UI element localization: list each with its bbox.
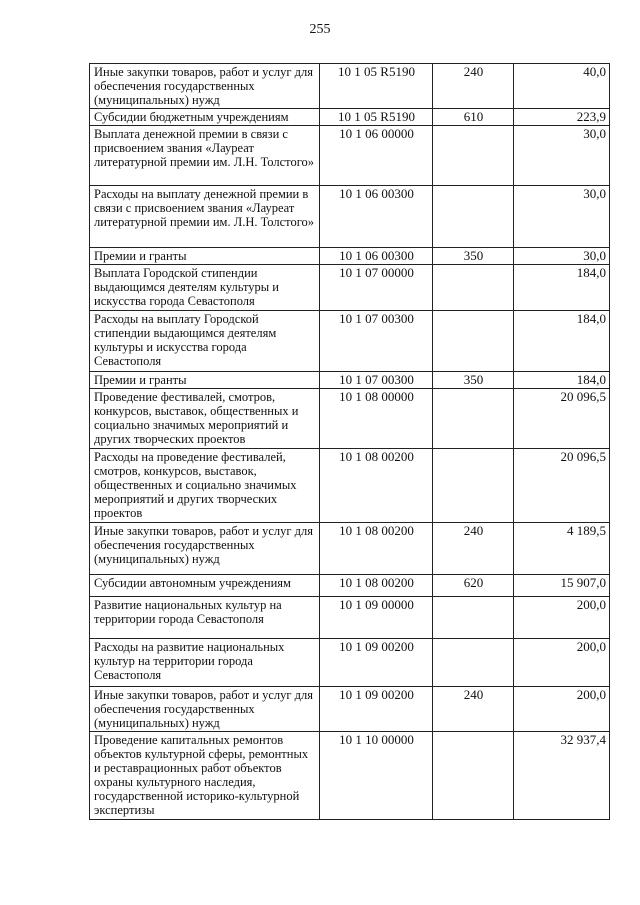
row-code: 10 1 08 00200 [320,575,433,597]
row-name: Премии и гранты [90,248,320,265]
table-row [90,597,610,639]
row-code: 10 1 08 00200 [320,523,433,575]
row-expense-type [433,126,514,186]
row-expense-type: 240 [433,687,514,732]
row-name: Субсидии автономным учреждениям [90,575,320,597]
table-row [90,186,610,248]
row-expense-type [433,265,514,311]
row-name: Выплата денежной премии в связи с присвоением звания «Лауреат литературной премии им. Л.Н. Толстого» [90,126,320,186]
row-name: Проведение капитальных ремонтов объектов культурной сферы, ремонтных и реставрационных работ объектов охраны культурного наследия, государственной историко-культурной экспертизы [90,732,320,820]
row-sum: 40,0 [514,64,610,109]
row-expense-type: 350 [433,372,514,389]
row-code: 10 1 10 00000 [320,732,433,820]
budget-table [89,63,610,820]
row-expense-type [433,639,514,687]
row-expense-type [433,389,514,449]
row-sum: 30,0 [514,186,610,248]
table-row [90,372,610,389]
row-code: 10 1 05 R5190 [320,109,433,126]
row-code: 10 1 07 00000 [320,265,433,311]
row-name: Расходы на проведение фестивалей, смотров, конкурсов, выставок, общественных и социально значимых мероприятий и других творческих проектов [90,449,320,523]
budget-table-body [90,64,610,820]
row-expense-type [433,732,514,820]
table-row [90,449,610,523]
row-code: 10 1 06 00000 [320,126,433,186]
row-code: 10 1 06 00300 [320,186,433,248]
row-name: Развитие национальных культур на территории города Севастополя [90,597,320,639]
row-code: 10 1 06 00300 [320,248,433,265]
table-row [90,732,610,820]
table-row [90,126,610,186]
row-expense-type [433,311,514,372]
row-name: Выплата Городской стипендии выдающимся деятелям культуры и искусства города Севастополя [90,265,320,311]
page-number: 255 [309,22,331,37]
row-name: Иные закупки товаров, работ и услуг для обеспечения государственных (муниципальных) нужд [90,687,320,732]
row-code: 10 1 09 00000 [320,597,433,639]
row-sum: 20 096,5 [514,389,610,449]
table-row [90,248,610,265]
row-sum: 200,0 [514,639,610,687]
row-name: Иные закупки товаров, работ и услуг для обеспечения государственных (муниципальных) нужд [90,64,320,109]
row-name: Расходы на выплату денежной премии в связи с присвоением звания «Лауреат литературной премии им. Л.Н. Толстого» [90,186,320,248]
table-row [90,311,610,372]
row-code: 10 1 08 00000 [320,389,433,449]
row-code: 10 1 07 00300 [320,311,433,372]
row-sum: 223,9 [514,109,610,126]
row-code: 10 1 09 00200 [320,639,433,687]
table-row [90,265,610,311]
row-name: Субсидии бюджетным учреждениям [90,109,320,126]
row-sum: 184,0 [514,265,610,311]
row-name: Расходы на выплату Городской стипендии выдающимся деятелям культуры и искусства города Севастополя [90,311,320,372]
row-expense-type: 350 [433,248,514,265]
row-expense-type [433,449,514,523]
row-expense-type: 240 [433,523,514,575]
row-code: 10 1 05 R5190 [320,64,433,109]
row-code: 10 1 08 00200 [320,449,433,523]
row-expense-type [433,597,514,639]
table-row [90,523,610,575]
row-expense-type: 620 [433,575,514,597]
row-sum: 32 937,4 [514,732,610,820]
row-code: 10 1 09 00200 [320,687,433,732]
row-expense-type: 240 [433,64,514,109]
row-sum: 200,0 [514,687,610,732]
row-sum: 30,0 [514,248,610,265]
row-expense-type: 610 [433,109,514,126]
row-sum: 4 189,5 [514,523,610,575]
row-code: 10 1 07 00300 [320,372,433,389]
table-row [90,687,610,732]
table-row [90,64,610,109]
row-name: Проведение фестивалей, смотров, конкурсов, выставок, общественных и социально значимых мероприятий и других творческих проектов [90,389,320,449]
table-row [90,639,610,687]
row-expense-type [433,186,514,248]
table-row [90,389,610,449]
table-row [90,575,610,597]
row-name: Премии и гранты [90,372,320,389]
row-sum: 200,0 [514,597,610,639]
row-sum: 184,0 [514,372,610,389]
table-row [90,109,610,126]
row-sum: 20 096,5 [514,449,610,523]
row-sum: 15 907,0 [514,575,610,597]
row-name: Иные закупки товаров, работ и услуг для обеспечения государственных (муниципальных) нужд [90,523,320,575]
row-sum: 184,0 [514,311,610,372]
row-sum: 30,0 [514,126,610,186]
row-name: Расходы на развитие национальных культур на территории города Севастополя [90,639,320,687]
